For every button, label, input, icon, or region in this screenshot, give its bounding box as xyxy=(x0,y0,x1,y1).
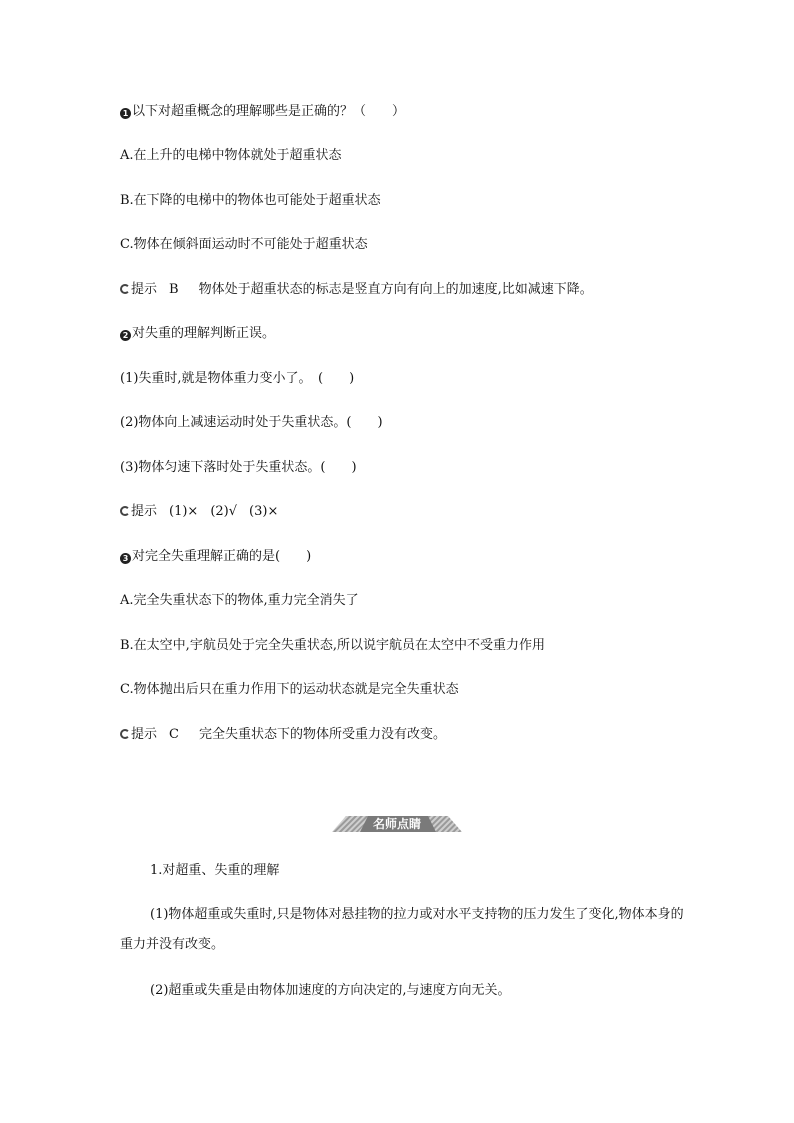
notes-heading: 1.对超重、失重的理解 xyxy=(150,863,280,878)
hint-icon xyxy=(120,506,130,516)
hint-answer-2: (2)√ xyxy=(210,504,238,519)
q3-stem-line xyxy=(120,548,311,566)
hint-answer: B xyxy=(169,282,179,297)
q2-stem: 对失重的理解判断正误。 xyxy=(132,326,276,341)
q1-option-a: A.在上升的电梯中物体就处于超重状态 xyxy=(120,148,342,163)
section-banner xyxy=(332,816,462,832)
hint-label: 提示 xyxy=(131,504,158,519)
q1-option-b: B.在下降的电梯中的物体也可能处于超重状态 xyxy=(120,193,381,208)
q3-option-c: C.物体抛出后只在重力作用下的运动状态就是完全失重状态 xyxy=(120,682,459,697)
q3-hint xyxy=(120,726,446,744)
hint-text: 物体处于超重状态的标志是竖直方向有向上的加速度,比如减速下降。 xyxy=(198,282,593,297)
hint-answer: C xyxy=(169,727,179,742)
hint-answer-1: (1)× xyxy=(169,504,199,519)
q1-stem: 以下对超重概念的理解哪些是正确的？（ ） xyxy=(132,104,406,119)
hint-icon xyxy=(120,729,130,739)
q2-stem-line xyxy=(120,325,275,343)
question-number-icon: 3 xyxy=(120,553,131,564)
q1-option-c: C.物体在倾斜面运动时不可能处于超重状态 xyxy=(120,237,368,252)
hint-answer-3: (3)× xyxy=(249,504,279,519)
q2-item-2: (2)物体向上减速运动时处于失重状态。( ) xyxy=(120,415,383,430)
q2-hint xyxy=(120,503,278,521)
hint-icon xyxy=(120,284,130,294)
q3-stem: 对完全失重理解正确的是( ) xyxy=(132,549,312,564)
banner-label: 名师点睛 xyxy=(372,817,421,831)
q2-item-3: (3)物体匀速下落时处于失重状态。( ) xyxy=(120,460,357,475)
q3-option-b: B.在太空中,宇航员处于完全失重状态,所以说宇航员在太空中不受重力作用 xyxy=(120,638,545,653)
hint-label: 提示 xyxy=(131,727,158,742)
question-number-icon: 2 xyxy=(120,330,131,341)
q3-option-a: A.完全失重状态下的物体,重力完全消失了 xyxy=(120,593,359,608)
hint-label: 提示 xyxy=(131,282,158,297)
notes-paragraph-1: (1)物体超重或失重时,只是物体对悬挂物的拉力或对水平支持物的压力发生了变化,物体本身的重力并没有改变。 xyxy=(120,907,684,952)
hint-text: 完全失重状态下的物体所受重力没有改变。 xyxy=(198,727,446,742)
q1-hint xyxy=(120,281,593,299)
notes-paragraph-2: (2)超重或失重是由物体加速度的方向决定的,与速度方向无关。 xyxy=(150,983,511,998)
q2-item-1: (1)失重时,就是物体重力变小了。 ( ) xyxy=(120,371,355,386)
q1-stem-line xyxy=(120,103,405,121)
question-number-icon: 1 xyxy=(120,108,131,119)
